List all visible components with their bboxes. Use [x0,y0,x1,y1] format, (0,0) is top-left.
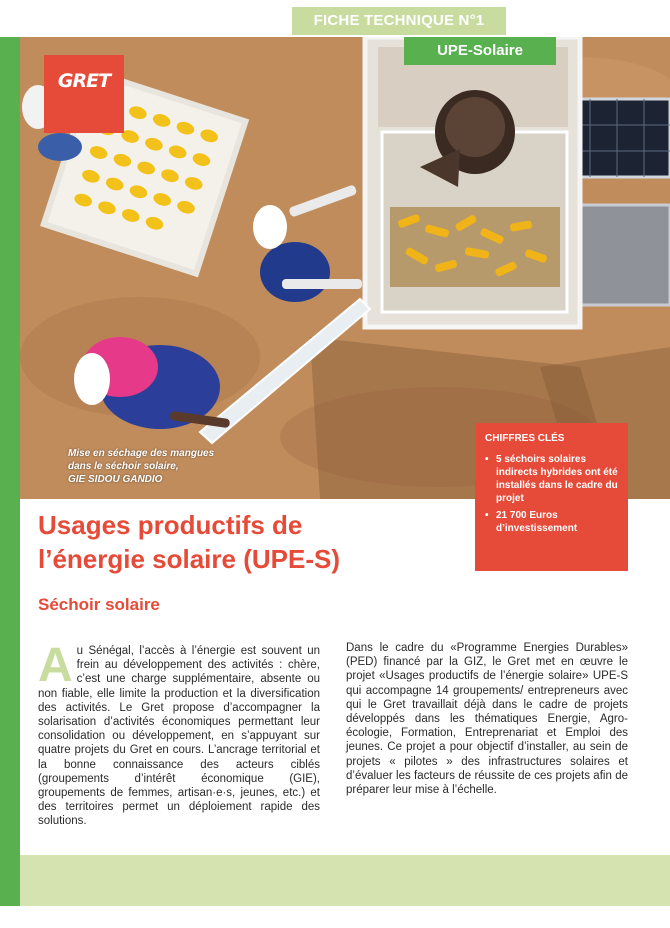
body-column-right: Dans le cadre du «Programme Energies Durables» (PED) financé par la GIZ, le Gret met en œuvre le projet «Usages productifs de l’énergie solaire» UPE-S qui accompagne 14 groupements/ entrepreneurs avec qui le Gret travaillait déjà dans le cadre de projets développés dans les thématiques Energie, Agro-écologie, Formation, Entreprenariat et Emploi des jeunes. Ce projet a pour objectif d’installer, au sein de projets « pilotes » des infrastructures solaires et d’évaluer les facteurs de réussite de ces projets afin de préparer leur mise à l’échelle. [346,642,628,797]
page-subtitle: Séchoir solaire [38,595,160,614]
upe-solaire-tag: UPE-Solaire [404,37,556,65]
key-figures-box [475,423,628,571]
key-figures-list [485,453,618,535]
page-title [38,508,458,576]
drop-cap: A [38,639,73,692]
key-figures-heading: CHIFFRES CLÉS [485,433,565,444]
photo-caption [68,447,278,486]
fiche-technique-label: FICHE TECHNIQUE N°1 [292,7,506,35]
caption-line: dans le séchoir solaire, [68,461,179,472]
body-text-left: u Sénégal, l’accès à l’énergie est souvent un frein au développement des activités : chère, c’est une charge supplémentaire, absente ou non fiable, elle limite la production et la diversification des activités. Le Gret propose d’accompagner la solarisation d’activités économiques permettant leur consolidation ou développement, en s’appuyant sur quatre projets du Gret en cours. L’ancrage territorial et la bonne connaissance des acteurs ciblés (groupements d’intérêt économique (GIE), groupements de femmes, artisan·e·s, jeunes, etc.) et des territoires permet un déploiement rapide des solutions. [38,645,320,828]
caption-line: GIE SIDOU GANDIO [68,474,163,485]
gret-logo: GRET [44,55,124,133]
footer-band [20,855,670,906]
caption-line: Mise en séchage des mangues [68,448,215,459]
title-line: l’énergie solaire (UPE-S) [38,544,340,574]
key-figure-item: • 5 séchoirs solaires indirects hybrides ont été installés dans le cadre du projet [485,453,618,505]
key-figure-item: • 21 700 Euros d’investissement [485,509,618,535]
left-green-bar [0,37,20,906]
body-column-left [38,639,320,829]
title-line: Usages productifs de [38,510,303,540]
solar-dryer [365,37,580,327]
